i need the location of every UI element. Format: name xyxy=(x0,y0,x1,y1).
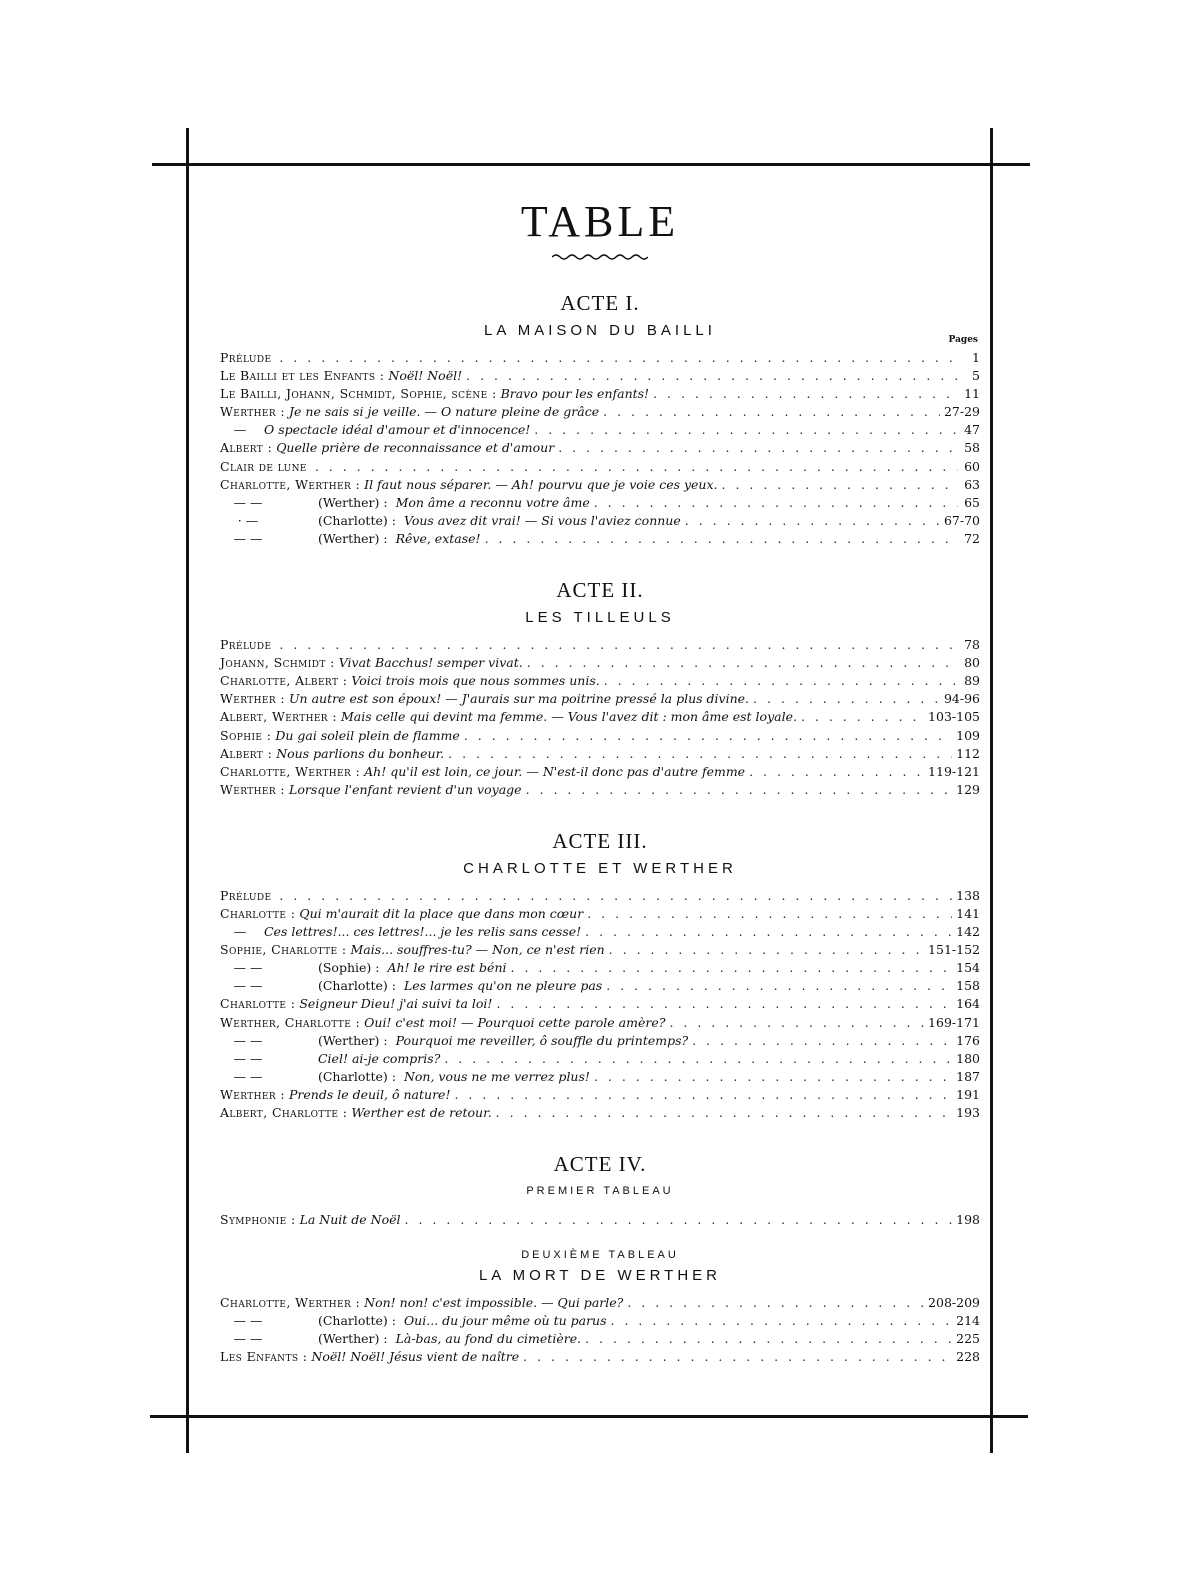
ditto-mark: — — xyxy=(233,530,263,546)
entry-list xyxy=(220,1294,980,1366)
act-2 xyxy=(220,578,980,799)
ditto-mark: — — xyxy=(233,1050,263,1066)
toc-entry xyxy=(220,403,980,421)
toc-entry xyxy=(220,887,980,905)
toc-entry xyxy=(220,494,980,512)
dot-leader xyxy=(594,1068,952,1086)
dot-leader xyxy=(627,1294,924,1312)
entry-page-number: 63 xyxy=(964,476,980,492)
entry-page-number: 112 xyxy=(956,745,980,761)
table-of-contents xyxy=(220,196,980,1367)
entry-speaker: Albert, Werther : xyxy=(220,709,337,725)
entry-page-number: 214 xyxy=(956,1313,980,1329)
toc-entry xyxy=(220,439,980,457)
entry-role: (Werther) : xyxy=(317,1032,388,1048)
entry-role: (Werther) : xyxy=(317,530,388,546)
entry-speaker: Charlotte, Werther : xyxy=(220,476,361,492)
dot-leader xyxy=(749,763,924,781)
entry-page-number: 72 xyxy=(964,530,980,546)
entry-text: Oui... du jour même où tu parus xyxy=(403,1313,607,1329)
entry-page-number: 1 xyxy=(972,350,980,365)
dot-leader xyxy=(558,439,958,457)
dot-leader xyxy=(653,385,958,403)
entry-page-number: 119-121 xyxy=(928,763,980,779)
toc-entry xyxy=(220,1211,980,1229)
title-flourish xyxy=(552,253,648,261)
entry-list xyxy=(220,349,980,548)
toc-entry xyxy=(220,763,980,781)
entry-text: Je ne sais si je veille. — O nature pleine de grâce xyxy=(289,404,600,420)
dot-leader xyxy=(496,995,952,1013)
entry-speaker: Albert, Charlotte : xyxy=(220,1105,348,1120)
entry-speaker: Charlotte : xyxy=(220,996,296,1012)
entry-role: (Charlotte) : xyxy=(317,1068,396,1084)
entry-text: Rêve, extase! xyxy=(395,530,481,546)
dot-leader xyxy=(801,708,924,726)
tableau-label: PREMIER TABLEAU xyxy=(526,1185,674,1198)
dot-leader xyxy=(485,530,958,548)
ditto-mark: · — xyxy=(237,512,259,528)
toc-entry xyxy=(220,690,980,708)
right-rule xyxy=(990,128,993,1453)
entry-page-number: 58 xyxy=(964,440,980,456)
entry-list xyxy=(220,887,980,1122)
toc-entry xyxy=(220,923,980,941)
toc-entry xyxy=(220,1050,980,1068)
dot-leader xyxy=(722,476,958,494)
toc-entry xyxy=(220,781,980,799)
entry-page-number: 191 xyxy=(956,1086,980,1102)
dot-leader xyxy=(685,512,940,530)
dot-leader xyxy=(603,403,940,421)
entry-speaker: Johann, Schmidt : xyxy=(220,655,335,671)
entry-speaker: Le Bailli et les Enfants : xyxy=(220,368,385,384)
dot-leader xyxy=(534,421,958,439)
entry-text: Ces lettres!... ces lettres!... je les relis sans cesse! xyxy=(263,924,582,940)
toc-entry xyxy=(220,1014,980,1032)
toc-entry xyxy=(220,1312,980,1330)
entry-text: Noël! Noël! Jésus vient de naître xyxy=(311,1349,520,1365)
entry-speaker: Werther, Charlotte : xyxy=(220,1014,361,1030)
entry-page-number: 67-70 xyxy=(943,512,980,528)
toc-entry xyxy=(220,905,980,923)
entry-role: (Sophie) : xyxy=(317,960,380,976)
entry-text: Oui! c'est moi! — Pourquoi cette parole amère? xyxy=(364,1014,666,1030)
entry-role: (Werther) : xyxy=(317,494,388,510)
bottom-rule xyxy=(150,1415,1028,1418)
entry-text: Ciel! ai-je compris? xyxy=(317,1050,441,1066)
entry-text: Mon âme a reconnu votre âme xyxy=(395,494,590,510)
entry-page-number: 109 xyxy=(956,727,980,743)
act-title: ACTE III. xyxy=(552,828,648,853)
entry-list xyxy=(220,636,980,799)
dot-leader xyxy=(466,367,958,385)
dot-leader xyxy=(444,1050,952,1068)
ditto-mark: — — xyxy=(233,1331,263,1347)
dot-leader xyxy=(585,923,952,941)
toc-entry xyxy=(220,1086,980,1104)
entry-speaker: Albert : xyxy=(220,745,273,761)
entry-page-number: 208-209 xyxy=(928,1295,980,1311)
toc-entry xyxy=(220,349,980,367)
entry-page-number: 154 xyxy=(956,960,980,976)
act-3 xyxy=(220,829,980,1122)
entry-page-number: 47 xyxy=(964,422,980,438)
toc-entry xyxy=(220,672,980,690)
entry-text: Quelle prière de reconnaissance et d'amour xyxy=(276,440,555,456)
dot-leader xyxy=(594,494,958,512)
ditto-mark: — — xyxy=(233,978,263,994)
toc-entry xyxy=(220,727,980,745)
toc-entry xyxy=(220,1068,980,1086)
page-title: TABLE xyxy=(520,197,680,246)
pages-label: Pages xyxy=(948,335,978,345)
entry-text: Les larmes qu'on ne pleure pas xyxy=(403,978,603,994)
toc-entry xyxy=(220,959,980,977)
entry-role: (Werther) : xyxy=(317,1331,388,1347)
entry-page-number: 151-152 xyxy=(928,942,980,958)
entry-text: Lorsque l'enfant revient d'un voyage xyxy=(289,781,522,797)
entry-speaker: Le Bailli, Johann, Schmidt, Sophie, scène : xyxy=(220,386,497,402)
entry-role: (Charlotte) : xyxy=(317,512,396,528)
toc-entry xyxy=(220,476,980,494)
entry-page-number: 5 xyxy=(972,368,980,384)
entry-page-number: 11 xyxy=(964,386,980,402)
toc-entry xyxy=(220,941,980,959)
dot-leader xyxy=(496,1104,952,1122)
toc-entry xyxy=(220,1032,980,1050)
entry-text: Vivat Bacchus! semper vivat. xyxy=(338,655,523,671)
tableau-label: DEUXIÈME TABLEAU xyxy=(521,1249,679,1262)
act-1 xyxy=(220,291,980,548)
entry-page-number: 138 xyxy=(956,887,980,903)
toc-entry xyxy=(220,367,980,385)
entry-page-number: 27-29 xyxy=(943,404,980,420)
act-subtitle: LA MORT DE WERTHER xyxy=(478,1267,722,1285)
entry-page-number: 180 xyxy=(956,1050,980,1066)
entry-speaker: Les Enfants : xyxy=(220,1349,308,1365)
entry-speaker: Werther : xyxy=(220,1086,286,1102)
toc-entry xyxy=(220,512,980,530)
toc-entry xyxy=(220,977,980,995)
entry-speaker: Werther : xyxy=(220,691,286,707)
entry-speaker: Werther : xyxy=(220,781,286,797)
dot-leader xyxy=(753,690,940,708)
toc-entry xyxy=(220,421,980,439)
act-4 xyxy=(220,1152,980,1366)
entry-page-number: 169-171 xyxy=(928,1014,980,1030)
entry-text: Non, vous ne me verrez plus! xyxy=(403,1068,590,1084)
ditto-mark: — xyxy=(233,924,247,940)
entry-speaker: Charlotte : xyxy=(220,905,296,921)
dot-leader xyxy=(315,458,958,476)
entry-text: Werther est de retour. xyxy=(351,1105,492,1120)
entry-text: Pourquoi me reveiller, ô souffle du printemps? xyxy=(395,1032,689,1048)
entry-text: Ah! le rire est béni xyxy=(387,960,507,976)
dot-leader xyxy=(604,672,958,690)
entry-page-number: 141 xyxy=(956,905,980,921)
entry-list xyxy=(220,1211,980,1229)
act-title: ACTE I. xyxy=(560,291,640,315)
ditto-mark: — xyxy=(233,422,247,438)
entry-text: Seigneur Dieu! j'ai suivi ta loi! xyxy=(299,996,493,1012)
entry-speaker: Sophie, Charlotte : xyxy=(220,942,347,958)
entry-text: Bravo pour les enfants! xyxy=(500,386,650,402)
entry-text: Il faut nous séparer. — Ah! pourvu que je voie ces yeux. xyxy=(364,476,718,492)
toc-entry xyxy=(220,745,980,763)
entry-text: Voici trois mois que nous sommes unis. xyxy=(351,673,600,689)
entry-text: Vous avez dit vrai! — Si vous l'aviez connue xyxy=(403,512,681,528)
toc-entry xyxy=(220,654,980,672)
entry-page-number: 193 xyxy=(956,1105,980,1120)
ditto-mark: — — xyxy=(233,1068,263,1084)
act-subtitle: LES TILLEULS xyxy=(525,609,675,627)
entry-page-number: 60 xyxy=(964,458,980,474)
toc-entry xyxy=(220,530,980,548)
dot-leader xyxy=(587,905,952,923)
entry-speaker: Charlotte, Werther : xyxy=(220,763,361,779)
entry-role: (Charlotte) : xyxy=(317,978,396,994)
entry-role: (Charlotte) : xyxy=(317,1313,396,1329)
entry-text: La Nuit de Noël xyxy=(299,1212,401,1228)
toc-entry xyxy=(220,1348,980,1366)
entry-text: Qui m'aurait dit la place que dans mon cœur xyxy=(299,905,584,921)
ditto-mark: — — xyxy=(233,1313,263,1329)
dot-leader xyxy=(527,654,958,672)
dot-leader xyxy=(692,1032,952,1050)
entry-speaker: Charlotte, Albert : xyxy=(220,673,348,689)
dot-leader xyxy=(606,977,952,995)
entry-page-number: 65 xyxy=(964,494,980,510)
entry-page-number: 228 xyxy=(956,1349,980,1365)
act-subtitle: CHARLOTTE ET WERTHER xyxy=(463,859,737,877)
entry-speaker: Sophie : xyxy=(220,727,272,743)
entry-speaker: Werther : xyxy=(220,404,286,420)
entry-page-number: 94-96 xyxy=(943,691,980,707)
entry-text: Prends le deuil, ô nature! xyxy=(289,1086,451,1102)
left-rule xyxy=(186,128,189,1453)
entry-speaker: Clair de lune xyxy=(220,458,307,474)
dot-leader xyxy=(511,959,953,977)
entry-text: Nous parlions du bonheur. xyxy=(276,745,445,761)
entry-page-number: 78 xyxy=(964,637,980,653)
dot-leader xyxy=(609,941,924,959)
dot-leader xyxy=(279,887,952,905)
entry-text: Ah! qu'il est loin, ce jour. — N'est-il donc pas d'autre femme xyxy=(364,763,746,779)
toc-entry xyxy=(220,995,980,1013)
entry-text: Mais celle qui devint ma femme. — Vous l'avez dit : mon âme est loyale. xyxy=(340,709,797,725)
dot-leader xyxy=(669,1014,924,1032)
entry-text: Mais... souffres-tu? — Non, ce n'est rien xyxy=(350,942,605,958)
entry-speaker: Prélude xyxy=(220,350,272,365)
toc-entry xyxy=(220,458,980,476)
entry-page-number: 187 xyxy=(956,1068,980,1084)
entry-speaker: Albert : xyxy=(220,440,273,456)
dot-leader xyxy=(405,1211,953,1229)
dot-leader xyxy=(464,727,952,745)
top-rule xyxy=(152,163,1030,166)
dot-leader xyxy=(523,1348,952,1366)
toc-entry xyxy=(220,1294,980,1312)
act-title: ACTE IV. xyxy=(553,1152,647,1177)
entry-text: Noël! Noël! xyxy=(388,368,463,384)
dot-leader xyxy=(448,745,952,763)
entry-page-number: 129 xyxy=(956,781,980,797)
entry-text: Non! non! c'est impossible. — Qui parle? xyxy=(364,1295,624,1311)
entry-page-number: 142 xyxy=(956,924,980,940)
entry-page-number: 89 xyxy=(964,673,980,689)
entry-speaker: Charlotte, Werther : xyxy=(220,1295,361,1311)
dot-leader xyxy=(526,781,953,799)
toc-entry xyxy=(220,1104,980,1122)
act-subtitle: LA MAISON DU BAILLI xyxy=(484,322,716,339)
entry-text: Un autre est son époux! — J'aurais sur ma poitrine pressé la plus divine. xyxy=(289,691,750,707)
toc-entry xyxy=(220,385,980,403)
entry-text: O spectacle idéal d'amour et d'innocence! xyxy=(263,422,531,438)
act-title: ACTE II. xyxy=(556,578,644,603)
toc-entry xyxy=(220,1330,980,1348)
entry-page-number: 164 xyxy=(956,996,980,1012)
entry-page-number: 80 xyxy=(964,655,980,671)
dot-leader xyxy=(454,1086,952,1104)
entry-page-number: 176 xyxy=(956,1032,980,1048)
entry-speaker: Symphonie : xyxy=(220,1212,296,1228)
dot-leader xyxy=(611,1312,953,1330)
entry-page-number: 158 xyxy=(956,978,980,994)
dot-leader xyxy=(279,349,958,367)
entry-page-number: 198 xyxy=(956,1212,980,1228)
dot-leader xyxy=(279,636,958,654)
ditto-mark: — — xyxy=(233,494,263,510)
entry-speaker: Prélude xyxy=(220,637,272,653)
dot-leader xyxy=(585,1330,952,1348)
toc-entry xyxy=(220,708,980,726)
entry-page-number: 225 xyxy=(956,1331,980,1347)
ditto-mark: — — xyxy=(233,1032,263,1048)
ditto-mark: — — xyxy=(233,960,263,976)
toc-entry xyxy=(220,636,980,654)
entry-speaker: Prélude xyxy=(220,887,272,903)
entry-text: Là-bas, au fond du cimetière. xyxy=(395,1331,582,1347)
entry-page-number: 103-105 xyxy=(928,709,980,725)
entry-text: Du gai soleil plein de flamme xyxy=(275,727,460,743)
